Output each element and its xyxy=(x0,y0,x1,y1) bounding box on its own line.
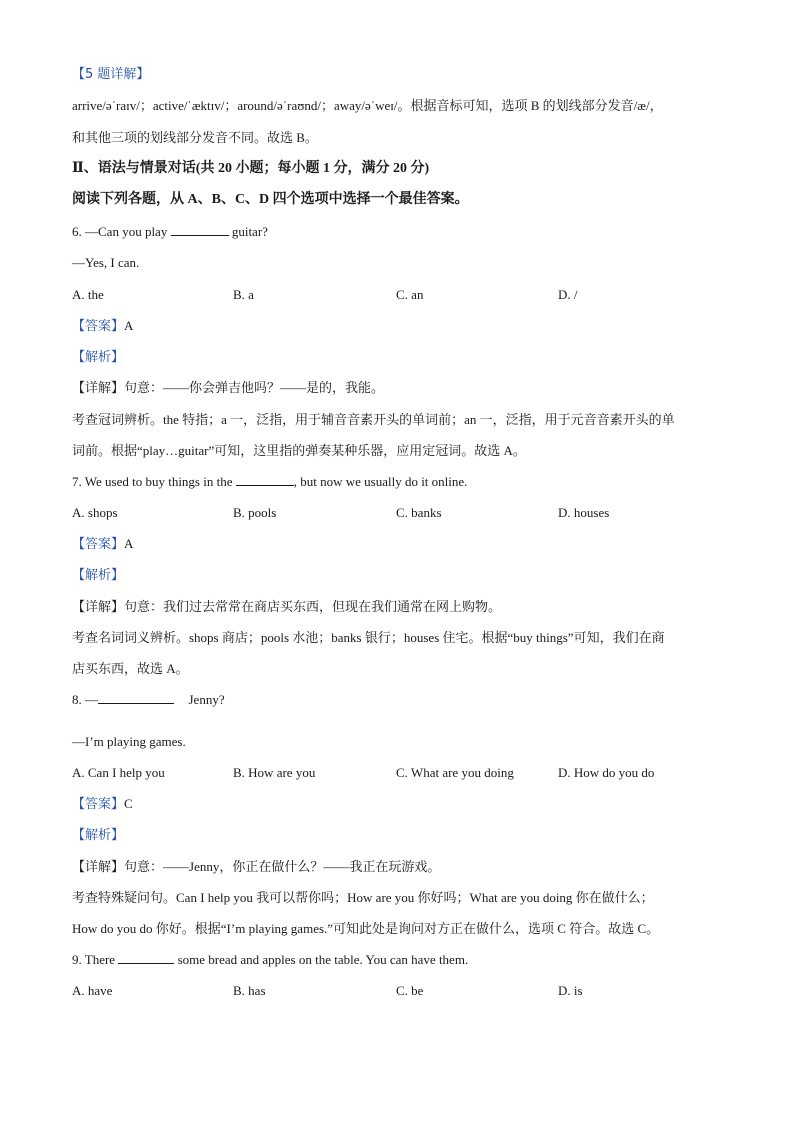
q6-option-d: D. / xyxy=(558,287,578,302)
q7-analysis-tag: 【解析】 xyxy=(72,567,125,582)
q7-stem-start: 7. We used to buy things in the xyxy=(72,474,233,489)
section-title: Ⅱ、语法与情景对话(共 20 小题；每小题 1 分，满分 20 分) xyxy=(72,161,430,176)
q6-answer-value: A xyxy=(124,318,134,333)
q6-stem-start: 6. —Can you play xyxy=(72,224,168,239)
q8-stem xyxy=(72,691,225,709)
q7-answer-value: A xyxy=(124,536,134,551)
q8-detail-2: 考查特殊疑问句。Can I help you 我可以帮你吗；How are you 你好吗；What are you doing 你在做什么； xyxy=(72,890,654,905)
q7-answer xyxy=(72,535,133,553)
q8-option-a: A. Can I help you xyxy=(72,765,165,780)
q7-detail-tag: 【详解】 xyxy=(72,599,125,614)
q9-blank xyxy=(118,951,174,964)
q6-blank xyxy=(171,223,229,236)
q6-detail-3: 词前。根据“play…guitar”可知，这里指的弹奏某种乐器，应用定冠词。故选 A。 xyxy=(72,443,526,458)
q8-detail-3: How do you do 你好。根据“I’m playing games.”可知此处是询问对方正在做什么，选项 C 符合。故选 C。 xyxy=(72,921,660,936)
q6-detail-2: 考查冠词辨析。the 特指；a 一，泛指，用于辅音音素开头的单词前；an 一，泛指，用于元音音素开头的单 xyxy=(72,412,675,427)
q8-option-b: B. How are you xyxy=(233,765,316,780)
q6-answer xyxy=(72,317,133,335)
q9-option-c: C. be xyxy=(396,983,424,998)
q7-stem xyxy=(72,473,467,491)
q7-answer-tag: 【答案】 xyxy=(72,536,125,551)
q5-detail-line-2: 和其他三项的划线部分发音不同。故选 B。 xyxy=(72,130,318,145)
q5-detail-heading xyxy=(72,66,149,84)
q7-detail-3: 店买东西，故选 A。 xyxy=(72,661,189,676)
q7-option-c: C. banks xyxy=(396,505,442,520)
q7-option-b: B. pools xyxy=(233,505,277,520)
q5-detail-line-1: arrive/əˈraɪv/；active/ˈæktɪv/；around/əˈraʊnd/；away/əˈweɪ/。根据音标可知，选项 B 的划线部分发音/æ/， xyxy=(72,98,663,113)
q5-detail-tag: 【5 题详解】 xyxy=(72,67,150,82)
q7-detail-1: 句意：我们过去常常在商店买东西，但现在我们通常在网上购物。 xyxy=(124,599,502,614)
q8-detail-tag: 【详解】 xyxy=(72,859,125,874)
q6-analysis xyxy=(72,348,124,366)
q6-reply: —Yes, I can. xyxy=(72,255,140,270)
q9-stem-end: some bread and apples on the table. You can have them. xyxy=(177,952,469,967)
q8-detail-1: 句意：——Jenny，你正在做什么？——我正在玩游戏。 xyxy=(124,859,441,874)
q9-option-a: A. have xyxy=(72,983,113,998)
q6-option-b: B. a xyxy=(233,287,254,302)
q8-stem-start: 8. — xyxy=(72,692,98,707)
q8-detail xyxy=(72,858,440,876)
q6-detail-tag: 【详解】 xyxy=(72,380,125,395)
q9-option-d: D. is xyxy=(558,983,583,998)
q8-analysis-tag: 【解析】 xyxy=(72,827,125,842)
q8-option-d: D. How do you do xyxy=(558,765,655,780)
q8-blank xyxy=(98,691,174,704)
q9-option-b: B. has xyxy=(233,983,266,998)
q7-option-a: A. shops xyxy=(72,505,118,520)
q9-stem-start: 9. There xyxy=(72,952,116,967)
q7-blank xyxy=(236,473,294,486)
section-instruction: 阅读下列各题，从 A、B、C、D 四个选项中选择一个最佳答案。 xyxy=(72,192,469,207)
q8-analysis xyxy=(72,826,124,844)
q6-option-c: C. an xyxy=(396,287,424,302)
q7-stem-end: , but now we usually do it online. xyxy=(293,474,468,489)
q6-stem-end: guitar? xyxy=(231,224,268,239)
q7-option-d: D. houses xyxy=(558,505,610,520)
q8-reply: —I’m playing games. xyxy=(72,734,186,749)
q9-stem xyxy=(72,951,468,969)
q8-answer-tag: 【答案】 xyxy=(72,796,125,811)
q8-option-c: C. What are you doing xyxy=(396,765,514,780)
q6-answer-tag: 【答案】 xyxy=(72,318,125,333)
q8-answer xyxy=(72,795,133,813)
q7-detail xyxy=(72,598,501,616)
q6-analysis-tag: 【解析】 xyxy=(72,349,125,364)
q8-stem-end: Jenny? xyxy=(188,692,225,707)
q6-stem xyxy=(72,223,268,241)
q7-analysis xyxy=(72,566,124,584)
q6-detail-1: 句意：——你会弹吉他吗？——是的，我能。 xyxy=(124,380,385,395)
q7-detail-2: 考查名词词义辨析。shops 商店；pools 水池；banks 银行；houses 住宅。根据“buy things”可知，我们在商 xyxy=(72,630,665,645)
q6-detail xyxy=(72,379,384,397)
q6-option-a: A. the xyxy=(72,287,104,302)
q8-answer-value: C xyxy=(124,796,133,811)
